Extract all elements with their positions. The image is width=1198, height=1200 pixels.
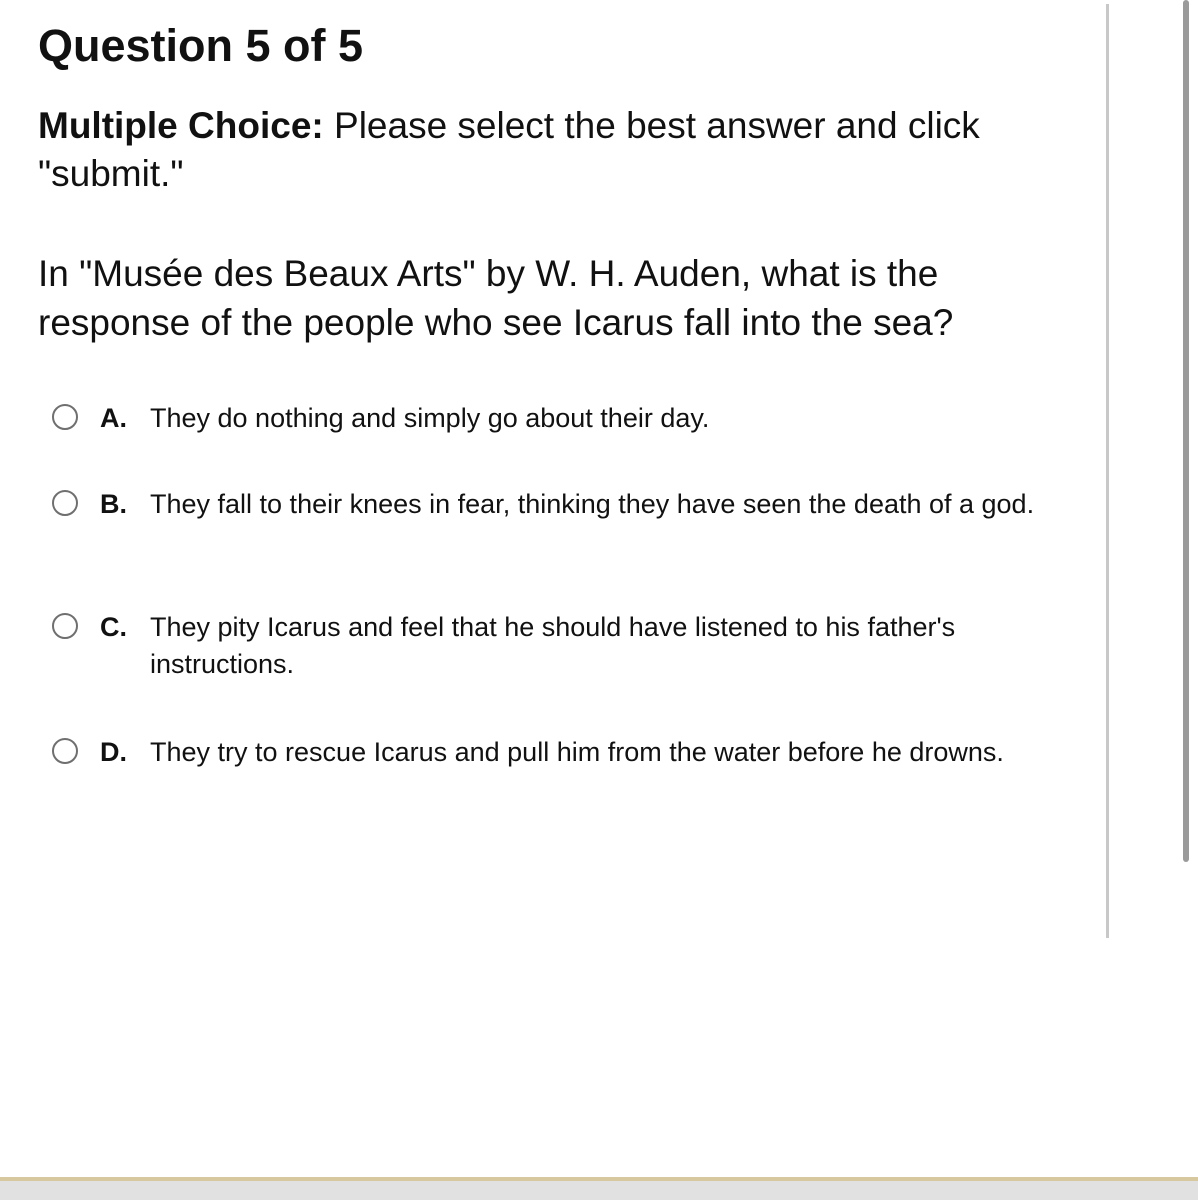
option-text-a[interactable]: They do nothing and simply go about their day.: [150, 403, 710, 433]
instructions-text: Please select the best answer and click "submit.": [38, 105, 980, 194]
radio-button-d[interactable]: [52, 738, 78, 764]
option-letter-c: C.: [100, 612, 127, 642]
answer-option-a[interactable]: [52, 400, 1092, 437]
panel-divider: [1106, 4, 1109, 938]
option-letter-d: D.: [100, 737, 127, 767]
answer-option-d[interactable]: [52, 734, 1092, 771]
option-text-d[interactable]: They try to rescue Icarus and pull him from the water before he drowns.: [150, 737, 1004, 767]
answer-option-c[interactable]: [52, 609, 1092, 683]
instructions: [38, 102, 1088, 198]
question-prompt: In "Musée des Beaux Arts" by W. H. Auden, what is the response of the people who see Icarus fall into the sea?: [38, 253, 954, 343]
option-letter-b: B.: [100, 489, 127, 519]
option-text-c[interactable]: They pity Icarus and feel that he should have listened to his father's instructions.: [150, 612, 956, 679]
footer-bar: [0, 1177, 1198, 1200]
radio-button-c[interactable]: [52, 613, 78, 639]
radio-button-b[interactable]: [52, 490, 78, 516]
vertical-scrollbar[interactable]: [1183, 0, 1189, 862]
question-title: Question 5 of 5: [38, 20, 364, 71]
instructions-label: Multiple Choice:: [38, 105, 324, 146]
option-letter-a: A.: [100, 403, 127, 433]
radio-button-a[interactable]: [52, 404, 78, 430]
option-text-b[interactable]: They fall to their knees in fear, thinking they have seen the death of a god.: [150, 489, 1035, 519]
answer-option-b[interactable]: [52, 486, 1092, 523]
